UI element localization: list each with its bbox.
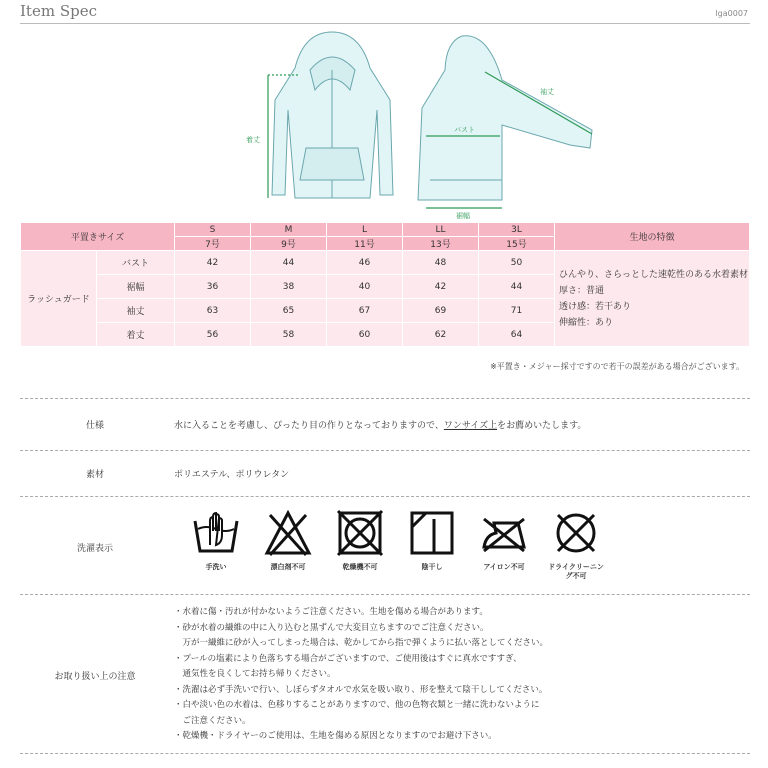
wash-caption: 乾燥機不可 [342, 563, 378, 571]
hoodie-back [418, 36, 592, 200]
shade-dry-symbol [396, 509, 468, 581]
care-line: ・洗濯は必ず手洗いで行い、しぼらずタオルで水気を吸い取り、形を整えて陰干ししてください。 [174, 684, 548, 695]
no-bleach-icon [264, 509, 312, 557]
feature-cell [555, 251, 750, 347]
hoodie-front [272, 32, 393, 198]
care-section [20, 594, 750, 754]
sleeve-label: 袖丈 [540, 88, 554, 96]
no-tumble-dry-symbol [324, 509, 396, 581]
care-line: ・プールの塩素により色落ちする場合がございますので、ご使用後はすぐに真水ですすぎ、 [174, 653, 522, 664]
table-cell: 56 [175, 323, 251, 347]
care-line: ・水着に傷・汚れが付かないようご注意ください。生地を傷める場合があります。 [174, 607, 488, 617]
row-label: 袖丈 [97, 299, 175, 323]
shade-dry-icon [408, 509, 456, 557]
care-line: ・砂が水着の繊維の中に入り込むと黒ずんで大変目立ちますのでご注意ください。 [174, 622, 489, 633]
garment-diagram [240, 30, 610, 220]
sub-size-header: 11号 [327, 237, 403, 251]
feature-line: ひんやり、さらっとした速乾性のある水着素材 [559, 269, 749, 280]
size-header: L [327, 223, 403, 237]
spec-text [174, 418, 586, 431]
table-corner: 平置きサイズ [21, 223, 175, 251]
page-title: Item Spec [20, 2, 97, 20]
wash-caption: アイロン不可 [483, 563, 525, 571]
care-line: ・乾燥機・ドライヤーのご使用は、生地を傷める原因となりますのでお避け下さい。 [174, 731, 497, 741]
size-up-link[interactable]: ワンサイズ上 [443, 421, 498, 431]
size-header: M [251, 223, 327, 237]
no-iron-symbol [468, 509, 540, 581]
care-line: 万が一繊維に砂が入ってしまった場合は、乾かしてから指で弾くように払い落としてください。 [174, 638, 549, 648]
sub-size-header: 13号 [403, 237, 479, 251]
spec-section [20, 398, 750, 450]
wash-label: 洗濯表示 [76, 544, 113, 554]
table-cell: 44 [479, 275, 555, 299]
care-label: お取り扱い上の注意 [54, 672, 136, 682]
table-cell: 36 [175, 275, 251, 299]
hoodie-illustration [240, 30, 610, 220]
feature-line: 透け感：若干あり [559, 301, 632, 312]
table-cell: 46 [327, 251, 403, 275]
material-section [20, 450, 750, 496]
size-header: S [175, 223, 251, 237]
material-label: 素材 [85, 470, 104, 480]
table-cell: 40 [327, 275, 403, 299]
item-code: lga0007 [715, 9, 748, 18]
group-label: ラッシュガード [21, 251, 97, 347]
spec-text-before: 水に入ることを考慮し、ぴったり目の作りとなっておりますので、 [174, 421, 444, 431]
table-cell: 67 [327, 299, 403, 323]
table-cell: 60 [327, 323, 403, 347]
table-cell: 58 [251, 323, 327, 347]
wash-caption: ドライクリーニング不可 [548, 563, 604, 580]
wash-caption: 陰干し [421, 563, 443, 571]
size-table [20, 222, 750, 347]
feature-header: 生地の特徴 [555, 223, 750, 251]
sub-size-header: 15号 [479, 237, 555, 251]
table-cell: 65 [251, 299, 327, 323]
measurement-note: ※平置き・メジャー採寸ですので若干の誤差がある場合がございます。 [490, 362, 744, 371]
table-cell: 50 [479, 251, 555, 275]
size-header: LL [403, 223, 479, 237]
care-line: 通気性を良くしてお持ち帰りください。 [174, 669, 336, 679]
feature-line: 伸縮性：あり [559, 317, 614, 328]
hem-label: 裾幅 [456, 212, 470, 220]
hand-wash-icon [192, 509, 240, 557]
wash-caption: 手洗い [205, 563, 227, 571]
row-label: バスト [97, 251, 175, 275]
no-dry-clean-icon [552, 509, 600, 557]
row-label: 裾幅 [97, 275, 175, 299]
table-cell: 38 [251, 275, 327, 299]
care-line: ・白や淡い色の水着は、色移りすることがありますので、他の色物衣類と一緒に洗わないように [174, 700, 540, 710]
sub-size-header: 9号 [251, 237, 327, 251]
table-cell: 44 [251, 251, 327, 275]
spec-text-after: をお薦めいたします。 [497, 421, 587, 431]
bust-label: バスト [454, 126, 475, 134]
table-cell: 42 [175, 251, 251, 275]
no-tumble-dry-icon [336, 509, 384, 557]
table-cell: 64 [479, 323, 555, 347]
table-cell: 63 [175, 299, 251, 323]
table-cell: 48 [403, 251, 479, 275]
length-label: 着丈 [246, 136, 260, 144]
wash-symbols [180, 509, 612, 581]
table-cell: 62 [403, 323, 479, 347]
size-header: 3L [479, 223, 555, 237]
care-list [174, 605, 548, 745]
sub-size-header: 7号 [175, 237, 251, 251]
table-cell: 69 [403, 299, 479, 323]
feature-line: 厚さ：普通 [559, 285, 605, 296]
no-bleach-symbol [252, 509, 324, 581]
wash-section [20, 496, 750, 594]
no-iron-icon [480, 509, 528, 557]
table-cell: 42 [403, 275, 479, 299]
wash-caption: 漂白剤不可 [270, 563, 306, 571]
material-text: ポリエステル、ポリウレタン [174, 470, 290, 480]
no-dry-clean-symbol [540, 509, 612, 581]
table-cell: 71 [479, 299, 555, 323]
page-header [20, 0, 750, 24]
row-label: 着丈 [97, 323, 175, 347]
hand-wash-symbol [180, 509, 252, 581]
spec-label: 仕様 [85, 421, 104, 431]
care-line: ご注意ください。 [174, 715, 251, 726]
